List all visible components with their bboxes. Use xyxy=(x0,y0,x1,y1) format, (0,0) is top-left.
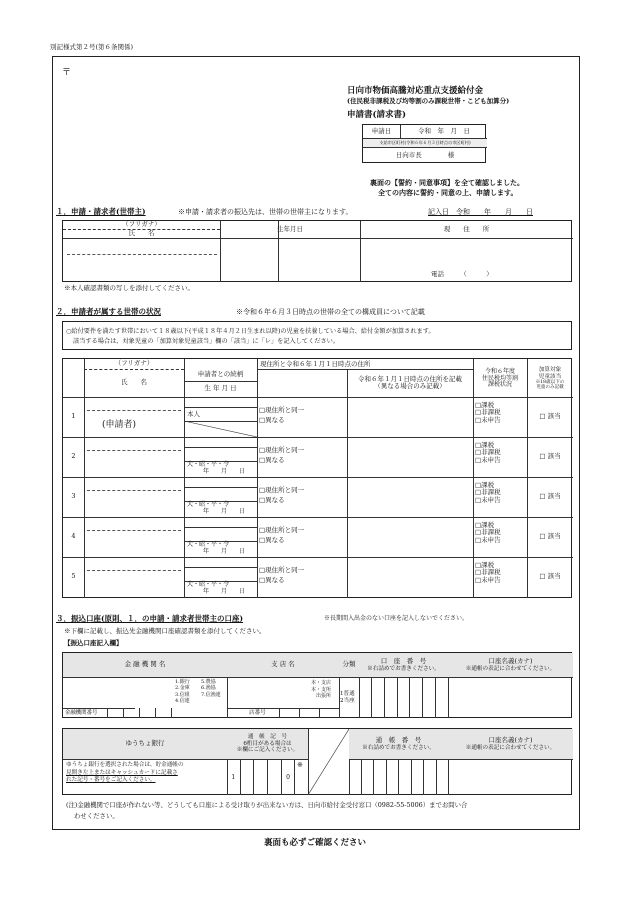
class-current[interactable]: 2当座 xyxy=(340,698,355,705)
era-label[interactable]: 大・昭・平・令 xyxy=(187,581,230,588)
holder-header xyxy=(448,653,573,677)
branch-name-input[interactable] xyxy=(229,679,307,707)
bank-type-list-2[interactable] xyxy=(201,679,221,698)
household-table xyxy=(62,358,572,598)
bank-code-label: 金融機関番号 xyxy=(65,710,98,716)
ymd-label[interactable]: 年 月 日 xyxy=(203,588,246,595)
yucho-holder-note: ※通帳の表記に合わせてください。 xyxy=(465,744,556,751)
bank-type-bank[interactable]: 1.銀行 xyxy=(175,679,190,685)
yucho-holder-header xyxy=(448,729,573,759)
name-input[interactable] xyxy=(65,256,217,280)
id-footnote: ※本人確認書類の写しを添付してください。 xyxy=(64,284,194,292)
tax-opt-nontaxed[interactable]: □非課税 xyxy=(475,568,501,577)
bank-code-boxes[interactable] xyxy=(107,708,172,718)
diff-checkbox[interactable]: □異なる xyxy=(259,496,285,504)
tax-opt-nontaxed[interactable]: □非課税 xyxy=(475,488,501,497)
surcharge-checkbox[interactable]: □ 該当 xyxy=(539,572,561,581)
kigo-boxes[interactable] xyxy=(227,759,308,795)
tax-options[interactable] xyxy=(475,482,501,504)
surcharge-checkbox[interactable]: □ 該当 xyxy=(539,452,561,461)
era-label[interactable]: 大・昭・平・令 xyxy=(187,461,230,468)
surcharge-checkbox[interactable]: □ 該当 xyxy=(539,532,561,541)
bank-type-kinko[interactable]: 2.金庫 xyxy=(175,685,190,692)
h-add-1: 加算対象 xyxy=(538,367,562,374)
separator-slash xyxy=(308,729,349,795)
tax-opt-taxed[interactable]: □課税 xyxy=(475,561,495,569)
consent-line-2: 全ての内容に誓約・同意の上、申請します。 xyxy=(378,188,518,197)
h-address-sub-1: 令和６年１月１日時点の住所を記載 xyxy=(358,374,462,383)
household-row-2 xyxy=(63,437,573,477)
h-tax-status xyxy=(473,363,527,395)
addressee-value: 日向市長 様 xyxy=(395,151,455,160)
info-line-2: 該当する場合は、対象児童の「加算対象児童該当」欄の「該当」に「レ」を記入してください。 xyxy=(73,338,340,345)
ymd-label[interactable]: 年 月 日 xyxy=(203,548,246,555)
class-ordinary[interactable]: 1普通 xyxy=(340,691,355,697)
tax-opt-taxed[interactable]: □課税 xyxy=(475,441,495,449)
tax-opt-undeclared[interactable]: □未申告 xyxy=(475,415,501,424)
bank-name-label: 金 融 機 関 名 xyxy=(63,653,227,677)
surcharge-info-box xyxy=(62,321,572,350)
bango-header xyxy=(349,729,448,759)
section3-heading: ３．振込口座(原則、１．の申請・請求者世帯主の口座) xyxy=(56,614,244,623)
date-value[interactable]: 令和 年 月 日 xyxy=(401,125,487,139)
form-subtitle: (住民税非課税及び均等割のみ課税世帯・こども加算分) xyxy=(347,97,510,105)
bango-label: 通 帳 番 号 xyxy=(375,736,422,745)
yucho-desc-2: 見開き左上またはキャッシュカードに記載さ xyxy=(66,769,178,776)
household-row-4 xyxy=(63,517,573,557)
branch-code-label: 店番号 xyxy=(249,710,266,716)
yucho-table xyxy=(62,728,572,795)
tax-opt-undeclared[interactable]: □未申告 xyxy=(475,495,501,504)
surcharge-checkbox[interactable]: □ 該当 xyxy=(539,492,561,501)
section1-heading: １．申請・請求者(世帯主) xyxy=(56,207,146,216)
h-address-sub xyxy=(347,371,473,395)
ymd-label[interactable]: 年 月 日 xyxy=(203,468,246,475)
same-checkbox[interactable]: □現住所と同一 xyxy=(259,406,305,414)
h-tax-1: 令和６年度 xyxy=(484,367,515,375)
same-checkbox[interactable]: □現住所と同一 xyxy=(259,526,305,534)
household-row-3 xyxy=(63,477,573,517)
date-label: 申請日 xyxy=(363,125,401,139)
yucho-holder-label: 口座名義(カナ) xyxy=(488,736,533,745)
footnote-line-2: わせください。 xyxy=(74,812,119,820)
h-address-sub-2: （異なる場合のみ記載） xyxy=(374,382,446,390)
kigo-note-1: 6桁目がある場合は xyxy=(243,740,292,747)
account-number-boxes[interactable] xyxy=(359,677,448,718)
account-number-header xyxy=(359,653,448,677)
surcharge-checkbox[interactable]: □ 該当 xyxy=(539,412,561,421)
row1-dob-slash xyxy=(184,421,257,437)
name-label: 氏 名 xyxy=(128,228,155,237)
yucho-desc-3: れた記号・番号をご記入ください。 xyxy=(66,777,156,784)
h-add-2: 児童該当 xyxy=(538,373,562,380)
date-box xyxy=(362,124,486,163)
tax-opt-nontaxed[interactable]: □非課税 xyxy=(475,408,501,417)
row-number: 3 xyxy=(71,492,76,501)
kigo-header xyxy=(227,729,308,759)
tax-opt-taxed[interactable]: □課税 xyxy=(475,481,495,489)
row-number: 2 xyxy=(71,452,76,461)
kigo-star: ※ xyxy=(297,761,303,769)
bank-type-list-1[interactable] xyxy=(175,679,190,704)
row-number: 5 xyxy=(71,572,76,581)
h-name: 氏 名 xyxy=(121,378,147,387)
bank-type-shinkumi[interactable]: 3.信組 xyxy=(175,691,190,698)
addressee-note: 支給市区町村(令和６年６月３日時点の市区町村) xyxy=(363,139,487,148)
h-add-3: ※18歳以下の xyxy=(535,380,565,386)
yucho-desc xyxy=(66,762,183,785)
kigo-digit-1: 1 xyxy=(231,773,236,781)
class-label: 分類 xyxy=(339,653,359,677)
bank-type-gyokyo[interactable]: 6.漁協 xyxy=(201,685,216,692)
bank-type-shingyoren[interactable]: 7.信漁連 xyxy=(201,691,221,698)
form-title: 日向市物価高騰対応重点支援給付金 xyxy=(347,86,484,96)
class-options[interactable] xyxy=(340,691,355,706)
h-tax-3: 課税状況 xyxy=(487,381,512,389)
section1-note: ※申請・請求者の振込先は、世帯の世帯主になります。 xyxy=(178,208,353,216)
holder-input[interactable] xyxy=(450,679,570,716)
account-number-label: 口 座 番 号 xyxy=(380,657,427,666)
h-surcharge xyxy=(527,361,573,397)
tax-opt-nontaxed[interactable]: □非課税 xyxy=(475,448,501,457)
tax-options[interactable] xyxy=(475,522,501,544)
diff-checkbox[interactable]: □異なる xyxy=(259,456,285,464)
tel-field[interactable]: 電話 （ ） xyxy=(431,270,493,278)
dob-label: 生年月日 xyxy=(277,224,303,233)
kigo-note-2: ※欄にご記入ください。 xyxy=(236,747,299,754)
tax-opt-nontaxed[interactable]: □非課税 xyxy=(475,528,501,537)
kigo-label: 通 帳 記 号 xyxy=(247,734,288,741)
section3-sub: ※下欄に記載し、振込先金融機関口座確認書類を添付してください。 xyxy=(64,627,266,635)
consent-line-1: 裏面の【誓約・同意事項】を全て確認しました。 xyxy=(370,178,524,187)
household-row-1 xyxy=(63,397,573,437)
section3-note: ※長期間入出金のない口座を記入しないでください。 xyxy=(324,615,469,622)
holder-note: ※通帳の表記に合わせてください。 xyxy=(465,665,556,672)
address-label: 現 住 所 xyxy=(443,224,490,233)
row-number: 4 xyxy=(71,532,76,541)
bango-note: ※右詰めでお書きください。 xyxy=(362,744,435,751)
era-label[interactable]: 大・昭・平・令 xyxy=(187,541,230,548)
furigana-label: （フリガナ） xyxy=(122,220,161,229)
applicant-table xyxy=(62,220,572,282)
tax-opt-taxed[interactable]: □課税 xyxy=(475,521,495,529)
household-row-5 xyxy=(63,557,573,598)
yucho-holder-input[interactable] xyxy=(450,761,570,793)
account-section-label: 【振込口座記入欄】 xyxy=(64,639,123,647)
back-page-notice: 裏面も必ずご確認ください xyxy=(263,838,366,848)
form-id: 別記様式第２号(第６条関係) xyxy=(50,43,134,51)
era-label[interactable]: 大・昭・平・令 xyxy=(187,501,230,508)
diff-checkbox[interactable]: □異なる xyxy=(259,416,285,424)
same-checkbox[interactable]: □現住所と同一 xyxy=(259,486,305,494)
applicant-label: (申請者) xyxy=(101,419,137,430)
h-add-4: 児童のみ記載 xyxy=(536,385,564,391)
self-label: 本人 xyxy=(187,410,200,418)
tax-opt-undeclared[interactable]: □未申告 xyxy=(475,575,501,584)
furigana-input[interactable] xyxy=(65,241,217,252)
branch-type-shucchojo[interactable]: 出張所 xyxy=(316,693,332,699)
ymd-label[interactable]: 年 月 日 xyxy=(203,508,246,515)
bank-type-shinren[interactable]: 4.信連 xyxy=(175,697,190,704)
branch-type-honshisho[interactable]: 本・支所 xyxy=(311,686,332,693)
same-checkbox[interactable]: □現住所と同一 xyxy=(259,446,305,454)
postal-mark: 〒 xyxy=(62,68,72,78)
footnote-line-1: (注)金融機関で口座が作れない等、どうしても口座による受け取りが出来ない方は、日向市給付金受付窓口（0982-55-5006）までお問い合 xyxy=(66,801,468,809)
account-number-note: ※右詰めでお書きください。 xyxy=(367,665,440,672)
section2-heading: ２．申請者が属する世帯の状況 xyxy=(56,307,161,316)
tax-options[interactable] xyxy=(475,402,501,424)
h-furigana: （フリガナ） xyxy=(114,359,154,368)
form-title-2: 申請書(請求書) xyxy=(347,110,407,120)
branch-type-list[interactable] xyxy=(311,680,331,700)
h-address: 現住所と令和６年１月１日時点の住所 xyxy=(260,360,371,368)
h-relation: 申請者との続柄 xyxy=(197,370,244,379)
tax-options[interactable] xyxy=(475,562,501,584)
yucho-desc-1: ゆうちょ銀行を選択された場合は、貯金通帳の xyxy=(66,762,184,768)
dob-input[interactable] xyxy=(281,241,357,280)
diff-checkbox[interactable]: □異なる xyxy=(259,576,285,584)
branch-code-boxes[interactable] xyxy=(279,708,339,718)
address-input[interactable] xyxy=(363,241,569,269)
tax-opt-undeclared[interactable]: □未申告 xyxy=(475,455,501,464)
bank-table xyxy=(62,652,572,718)
section2-note: ※令和６年６月３日時点の世帯の全ての構成員について記載 xyxy=(236,308,425,316)
bank-name-input[interactable] xyxy=(65,679,173,707)
tax-opt-taxed[interactable]: □課税 xyxy=(475,401,495,409)
h-dob: 生 年 月 日 xyxy=(204,384,237,393)
diff-checkbox[interactable]: □異なる xyxy=(259,536,285,544)
section1-date[interactable]: 記入日 令和 年 月 日 xyxy=(428,208,533,216)
holder-label: 口座名義(カナ) xyxy=(488,657,533,666)
branch-label: 支 店 名 xyxy=(227,653,339,677)
branch-type-honshiten[interactable]: 本・支店 xyxy=(311,680,332,686)
same-checkbox[interactable]: □現住所と同一 xyxy=(259,566,305,574)
kigo-digit-0: 0 xyxy=(281,759,295,795)
bank-type-nokyo[interactable]: 5.農協 xyxy=(201,679,216,685)
bango-boxes[interactable] xyxy=(349,759,448,795)
yucho-label: ゆうちょ銀行 xyxy=(63,729,227,759)
h-tax-2: 住民税均等割 xyxy=(481,374,518,382)
info-line-1: ○給付要件を満たす世帯において１８歳以下(平成１８年４月２日生まれ以降)の児童を扶養している場合、給付金額が加算されます。 xyxy=(66,328,435,335)
row-number: 1 xyxy=(71,412,76,421)
tax-options[interactable] xyxy=(475,442,501,464)
tax-opt-undeclared[interactable]: □未申告 xyxy=(475,535,501,544)
